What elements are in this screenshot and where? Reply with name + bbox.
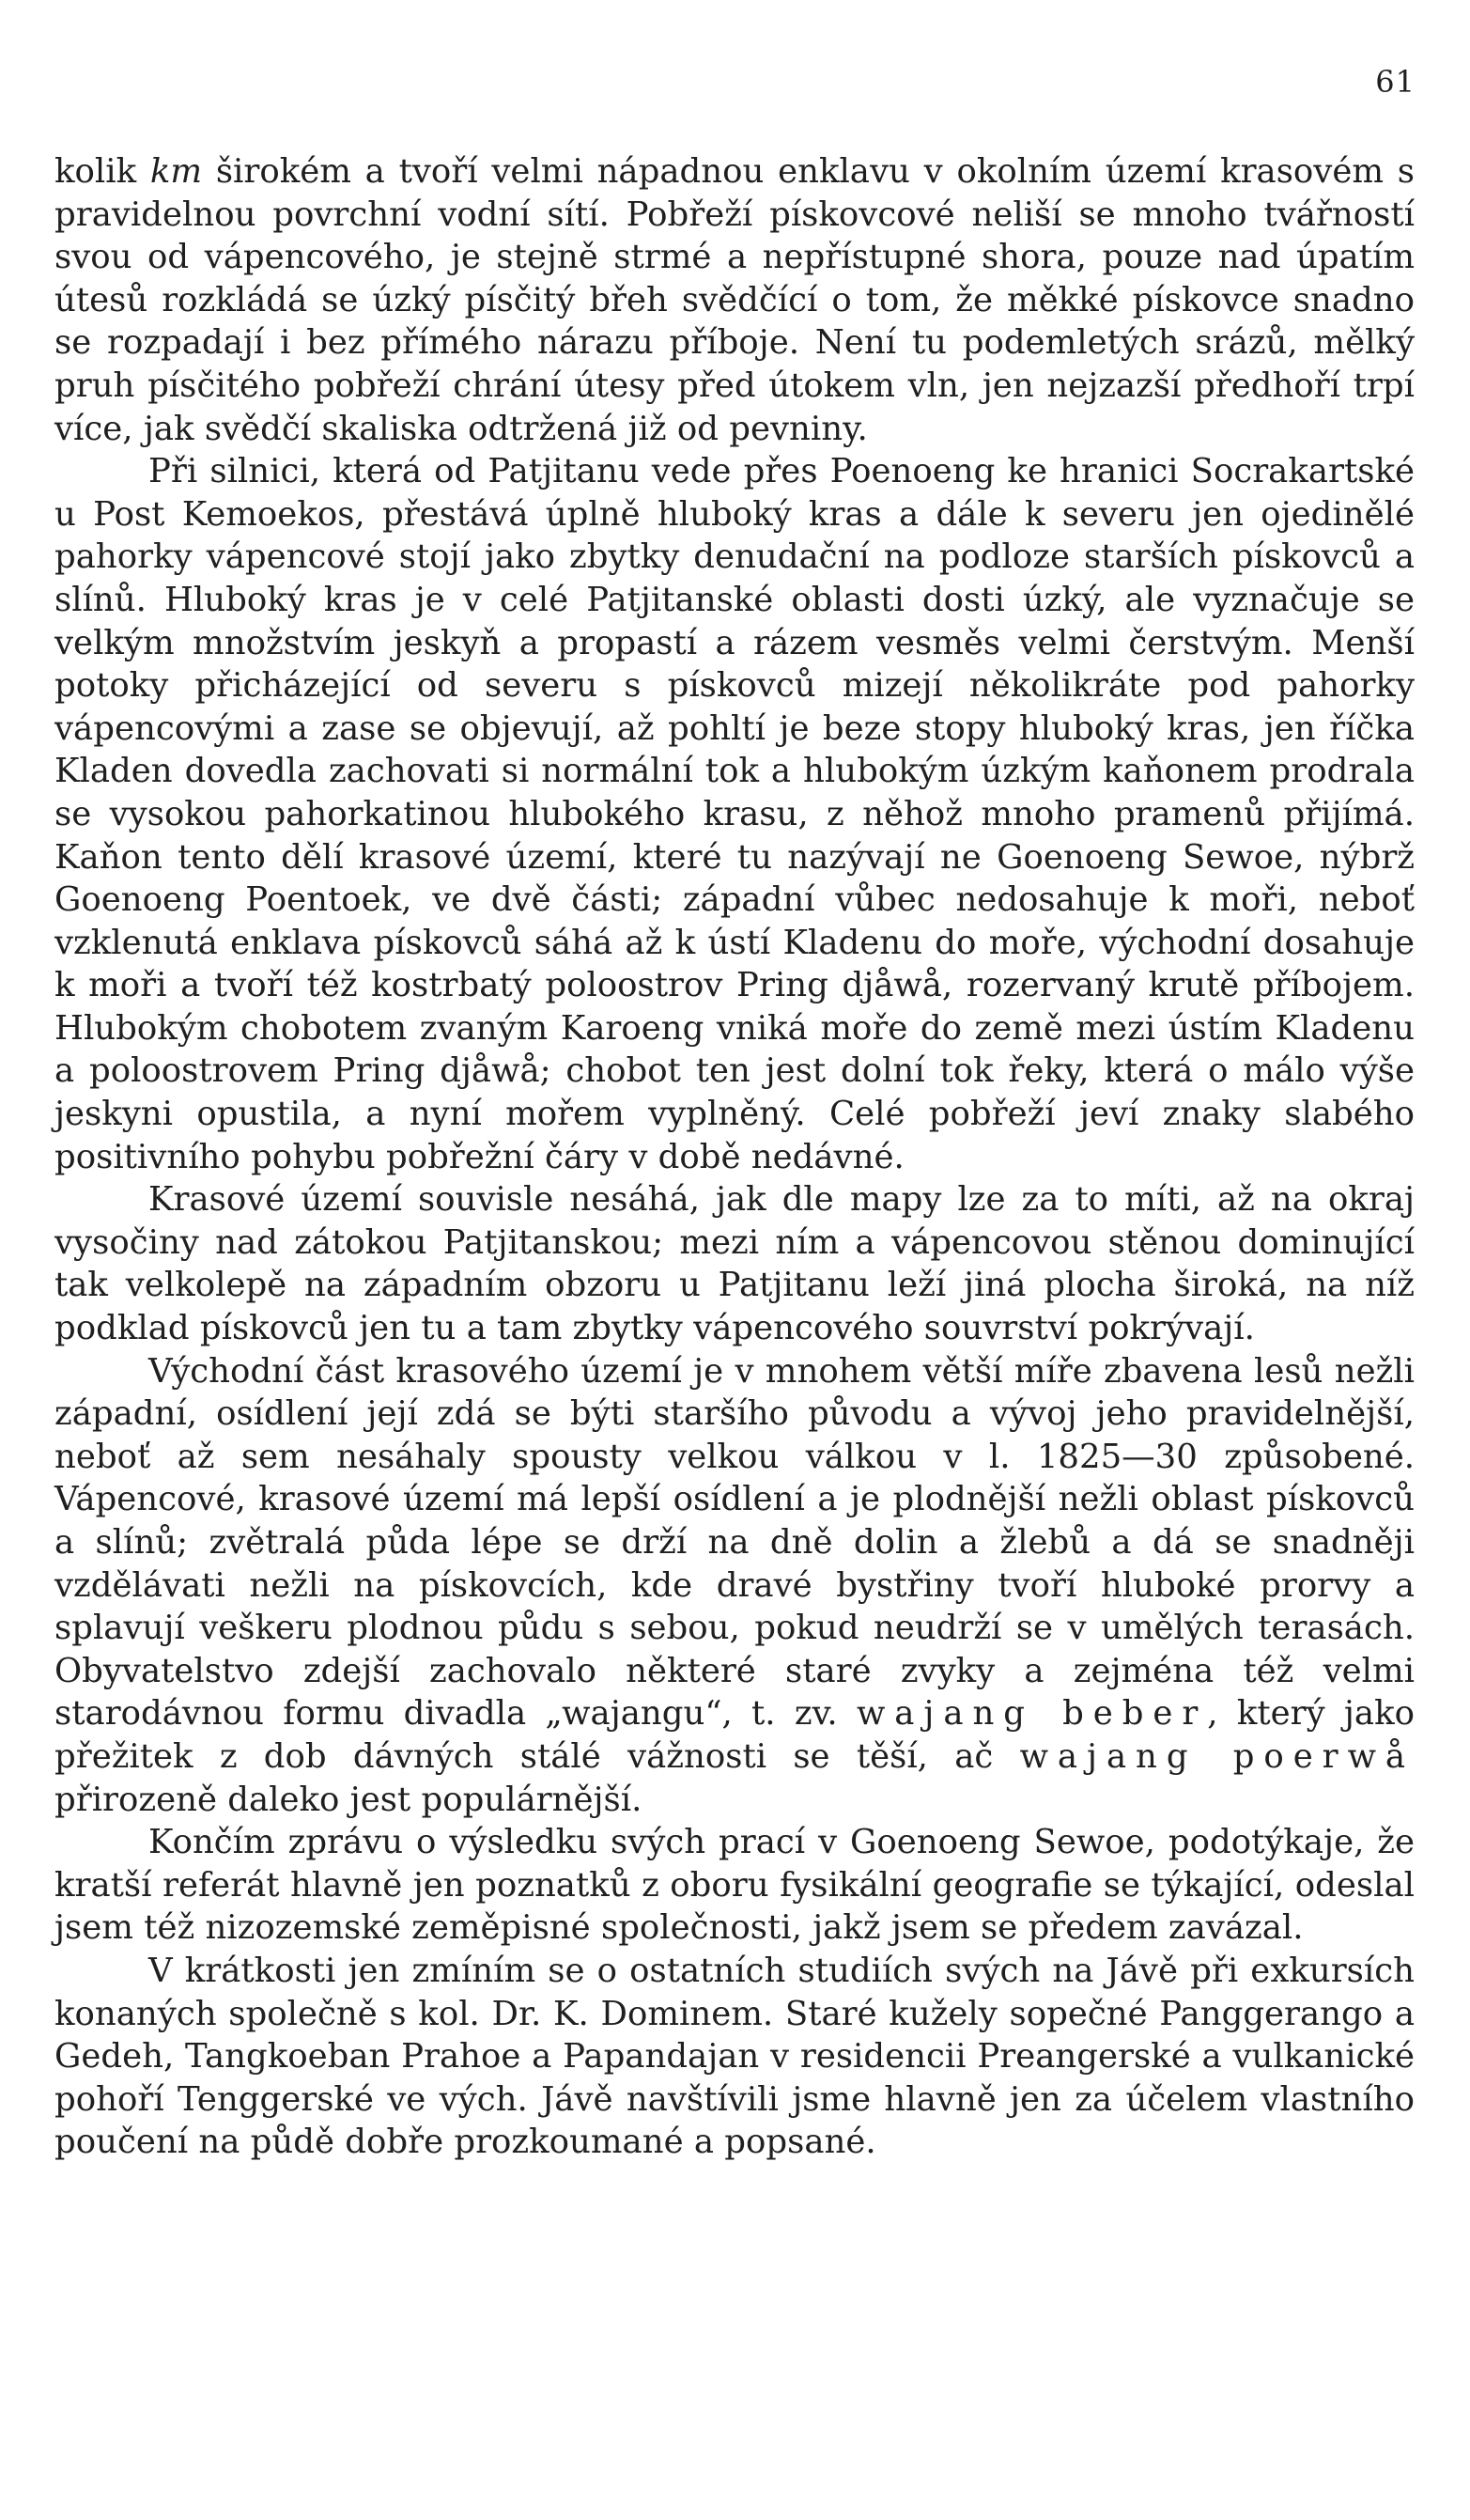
- paragraph: [54, 1178, 1415, 1349]
- body-text: [54, 150, 1415, 2164]
- text-run: V krátkosti jen zmíním se o ostatních studiích svých na Jávě při exkursích konaných společně s kol. Dr. K. Dominem. Staré kužely sopečné Panggerango a Gedeh, Tangkoeban Prahoe a Papandajan v residencii Preangerské a vulkanické pohoří Tenggerské ve vých. Jávě navštívili jsme hlavně jen za účelem vlastního poučení na půdě dobře prozkoumané a popsané.: [54, 1951, 1415, 2162]
- paragraph: [54, 150, 1415, 450]
- text-run: kolik: [54, 152, 150, 191]
- paragraph: [54, 1821, 1415, 1950]
- text-run: širokém a tvoří velmi nápadnou enklavu v okolním území krasovém s pravidelnou povrchní vodní sítí. Pobřeží pískovcové neliší se mnoho tvářností svou od vápencového, je stejně strmé a nepřístupné shora, pouze nad úpatím útesů rozkládá se úzký písčitý břeh svědčící o tom, že měkké pískovce snadno se rozpadají i bez přímého nárazu příboje. Není tu podemletých srázů, mělký pruh písčitého pobřeží chrání útesy před útokem vln, jen nejzazší předhoří trpí více, jak svědčí skaliska odtržená již od pevniny.: [54, 152, 1416, 448]
- paragraph: [54, 1350, 1415, 1822]
- spaced-run: wajang beber: [856, 1694, 1208, 1734]
- text-run: Krasové území souvisle nesáhá, jak dle mapy lze za to míti, až na okraj vysočiny nad zátokou Patjitanskou; mezi ním a vápencovou stěnou dominující tak velkolepě na západním obzoru u Patjitanu leží jiná plocha široká, na níž podklad pískovců jen tu a tam zbytky vápencového souvrství pokrývají.: [54, 1180, 1415, 1348]
- text-run: Končím zprávu o výsledku svých prací v Goenoeng Sewoe, podotýkaje, že kratší referát hlavně jen poznatků z oboru fysikální geografie se týkající, odeslal jsem též nizozemské zeměpisné společnosti, jakž jsem se předem zavázal.: [54, 1823, 1415, 1948]
- spaced-run: wajang poerwå: [1019, 1736, 1415, 1776]
- text-run: přirozeně daleko jest populárnější.: [54, 1780, 642, 1819]
- text-run: Při silnici, která od Patjitanu vede přes Poenoeng ke hranici Socrakartské u Post Kemoekos, přestává úplně hluboký kras a dále k severu jen ojedinělé pahorky vápencové stojí jako zbytky denudační na podloze starších pískovců a slínů. Hluboký kras je v celé Patjitanské oblasti dosti úzký, ale vyznačuje se velkým množstvím jeskyň a propastí a rázem vesměs velmi čerstvým. Menší potoky přicházející od severu s pískovců mizejí několikráte pod pahorky vápencovými a zase se objevují, až pohltí je beze stopy hluboký kras, jen říčka Kladen dovedla zachovati si normální tok a hlubokým úzkým kaňonem prodrala se vysokou pahorkatinou hlubokého krasu, z něhož mnoho pramenů přijímá. Kaňon tento dělí krasové území, které tu nazývají ne Goenoeng Sewoe, nýbrž Goenoeng Poentoek, ve dvě části; západní vůbec nedosahuje k moři, neboť vzklenutá enklava pískovců sáhá až k ústí Kladenu do moře, východní dosahuje k moři a tvoří též kostrbatý poloostrov Pring djåwå, rozervaný krutě příbojem. Hlubokým chobotem zvaným Karoeng vniká moře do země mezi ústím Kladenu a poloostrovem Pring djåwå; chobot ten jest dolní tok řeky, která o málo výše jeskyni opustila, a nyní mořem vyplněný. Celé pobřeží jeví znaky slabého positivního pohybu pobřežní čáry v době nedávné.: [54, 452, 1415, 1176]
- text-run: Východní část krasového území je v mnohem větší míře zbavena lesů nežli západní, osídlení její zdá se býti staršího původu a vývoj jeho pravidelnější, neboť až sem nesáhaly spousty velkou válkou v l. 1825—30 způsobené. Vápencové, krasové území má lepší osídlení a je plodnější nežli oblast pískovců a slínů; zvětralá půda lépe se drží na dně dolin a žlebů a dá se snadněji vzdělávati nežli na pískovcích, kde dravé bystřiny tvoří hluboké prorvy a splavují veškeru plodnou půdu s sebou, pokud neudrží se v umělých terasách. Obyvatelstvo zdejší zachovalo některé staré zvyky a zejména též velmi starodávnou formu divadla „wajangu“, t. zv.: [54, 1351, 1415, 1734]
- italic-run: km: [149, 152, 203, 191]
- paragraph: [54, 450, 1415, 1178]
- text-run: , který jako přežitek z dob dávných stálé vážnosti se těší, ač: [54, 1694, 1415, 1776]
- paragraph: [54, 1950, 1415, 2164]
- page-number: 61: [1375, 64, 1416, 100]
